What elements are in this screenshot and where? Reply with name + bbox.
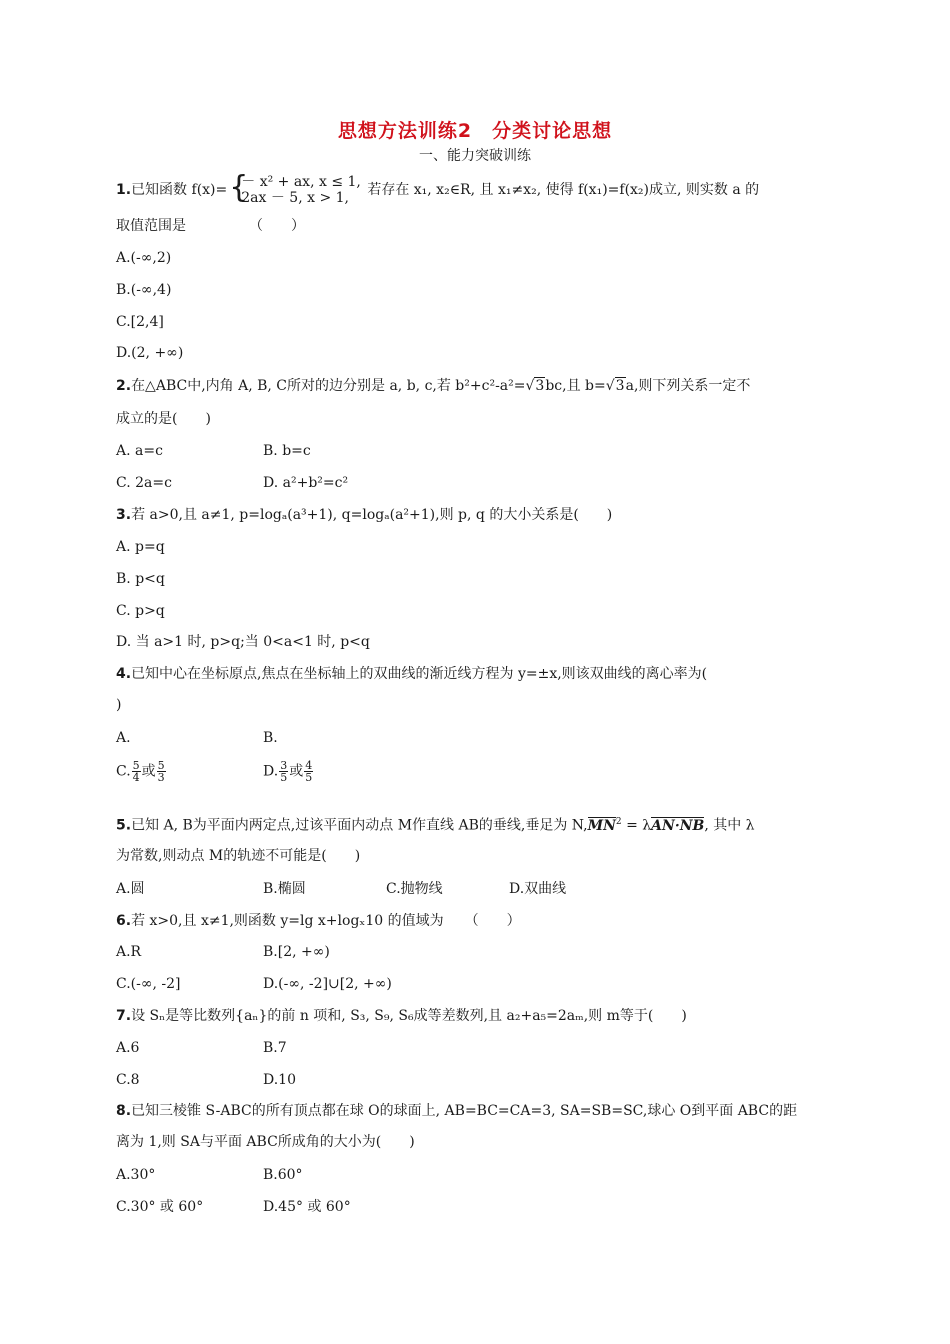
question-text: 若 x>0,且 x≠1,则函数 y=lg x+logₓ10 的值域为 （ ）	[131, 913, 521, 929]
option-a: A.圆	[116, 881, 145, 897]
question-1	[116, 170, 760, 206]
option-b: B.60°	[263, 1167, 303, 1183]
question-text-line: 为常数,则动点 M的轨迹不可能是( )	[116, 848, 361, 864]
question-4	[116, 664, 707, 684]
vector-mn: MN	[587, 817, 616, 834]
question-text-cont: 若存在 x₁, x₂∈R, 且 x₁≠x₂, 使得 f(x₁)=f(x₂)成立, 则实数 a 的	[362, 182, 760, 198]
or-text: 或	[141, 763, 156, 780]
option-a: A.R	[116, 944, 142, 960]
sqrt-symbol: √	[525, 378, 535, 394]
option-c	[116, 760, 167, 783]
question-number: 7.	[116, 1008, 132, 1024]
question-text: 已知中心在坐标原点,焦点在坐标轴上的双曲线的渐近线方程为 y=±x,则该双曲线的离心率为(	[131, 666, 708, 682]
piecewise-function	[229, 170, 361, 206]
option-a: A.	[116, 730, 131, 746]
question-text-cont: a,则下列关系一定不	[625, 378, 751, 394]
or-text: 或	[289, 763, 304, 780]
question-number: 3.	[116, 507, 132, 523]
piece-1: － x² + ax, x ≤ 1,	[241, 174, 361, 190]
option-c: C.抛物线	[386, 881, 443, 897]
fraction	[157, 760, 166, 783]
question-7	[116, 1006, 687, 1026]
question-text-line: )	[116, 697, 122, 713]
section-subtitle: 一、能力突破训练	[419, 148, 531, 164]
sqrt-value: 3	[535, 378, 545, 394]
function-label: f(x)=	[191, 182, 228, 198]
option-b: B.(-∞,4)	[116, 282, 172, 298]
question-text-cont: bc,且 b=	[545, 378, 606, 394]
question-3	[116, 505, 612, 525]
denominator: 5	[305, 771, 313, 784]
option-d: D. a²+b²=c²	[263, 475, 349, 491]
option-c: C. 2a=c	[116, 475, 172, 491]
question-text: 在△ABC中,内角 A, B, C所对的边分别是 a, b, c,若 b²+c²-a²=	[131, 378, 526, 394]
page-title: 思想方法训练2 分类讨论思想	[337, 120, 613, 142]
option-c: C.30° 或 60°	[116, 1199, 204, 1215]
option-a: A.6	[116, 1040, 140, 1056]
question-text: 若 a>0,且 a≠1, p=logₐ(a³+1), q=logₐ(a²+1),则 p, q 的大小关系是( )	[131, 507, 613, 523]
sqrt-value: 3	[615, 378, 625, 394]
numerator: 4	[305, 759, 313, 772]
question-8	[116, 1101, 797, 1121]
question-text-cont: , 其中 λ	[704, 817, 755, 834]
question-text-line: 离为 1,则 SA与平面 ABC所成角的大小为( )	[116, 1134, 415, 1150]
question-text-line: 取值范围是 （ ）	[116, 218, 305, 234]
question-number: 1.	[116, 182, 132, 198]
option-c: C.8	[116, 1072, 140, 1088]
question-number: 2.	[116, 378, 132, 394]
numerator: 3	[280, 759, 288, 772]
question-2	[116, 376, 750, 396]
question-text: 设 Sₙ是等比数列{aₙ}的前 n 项和, S₃, S₉, S₆成等差数列,且 a₂+a₅=2aₘ,则 m等于( )	[131, 1008, 687, 1024]
piece-2: 2ax － 5, x > 1,	[241, 190, 349, 206]
option-a: A.(-∞,2)	[116, 250, 172, 266]
exponent: 2	[615, 817, 622, 827]
question-text: 已知函数	[131, 182, 192, 198]
option-d: D.(2, +∞)	[116, 345, 184, 361]
option-d: D.双曲线	[509, 881, 567, 897]
fraction	[304, 760, 313, 783]
option-a: A.30°	[116, 1167, 156, 1183]
question-text-line: 成立的是( )	[116, 411, 211, 427]
numerator: 5	[132, 759, 140, 772]
option-label: D.	[263, 763, 279, 780]
denominator: 3	[157, 771, 165, 784]
fraction	[279, 760, 288, 783]
sqrt-symbol: √	[605, 378, 615, 394]
question-5	[116, 812, 755, 836]
question-number: 6.	[116, 913, 132, 929]
question-6	[116, 911, 521, 931]
question-number: 5.	[116, 817, 132, 834]
option-d: D.10	[263, 1072, 296, 1088]
question-text: 已知 A, B为平面内两定点,过该平面内动点 M作直线 AB的垂线,垂足为 N,	[131, 817, 588, 834]
option-b: B.椭圆	[263, 881, 306, 897]
option-c: C.(-∞, -2]	[116, 976, 181, 992]
numerator: 5	[157, 759, 165, 772]
option-d: D. 当 a>1 时, p>q;当 0<a<1 时, p<q	[116, 634, 370, 650]
option-b: B. p<q	[116, 571, 165, 587]
option-b: B. b=c	[263, 443, 311, 459]
question-text: 已知三棱锥 S-ABC的所有顶点都在球 O的球面上, AB=BC=CA=3, SA=SB=SC,球心 O到平面 ABC的距	[131, 1103, 798, 1119]
option-label: C.	[116, 763, 131, 780]
denominator: 5	[280, 771, 288, 784]
option-c: C. p>q	[116, 603, 165, 619]
option-b: B.	[263, 730, 278, 746]
equals-lambda: = λ	[621, 817, 652, 834]
option-c: C.[2,4]	[116, 314, 164, 330]
question-number: 8.	[116, 1103, 132, 1119]
option-a: A. p=q	[116, 539, 165, 555]
option-d: D.(-∞, -2]∪[2, +∞)	[263, 976, 392, 992]
denominator: 4	[132, 771, 140, 784]
question-number: 4.	[116, 666, 132, 682]
fraction	[132, 760, 141, 783]
option-d	[263, 760, 314, 783]
option-d: D.45° 或 60°	[263, 1199, 351, 1215]
vector-an-nb: AN·NB	[651, 817, 705, 834]
option-a: A. a=c	[116, 443, 163, 459]
option-b: B.[2, +∞)	[263, 944, 330, 960]
option-b: B.7	[263, 1040, 287, 1056]
brace-symbol: {	[229, 170, 249, 205]
